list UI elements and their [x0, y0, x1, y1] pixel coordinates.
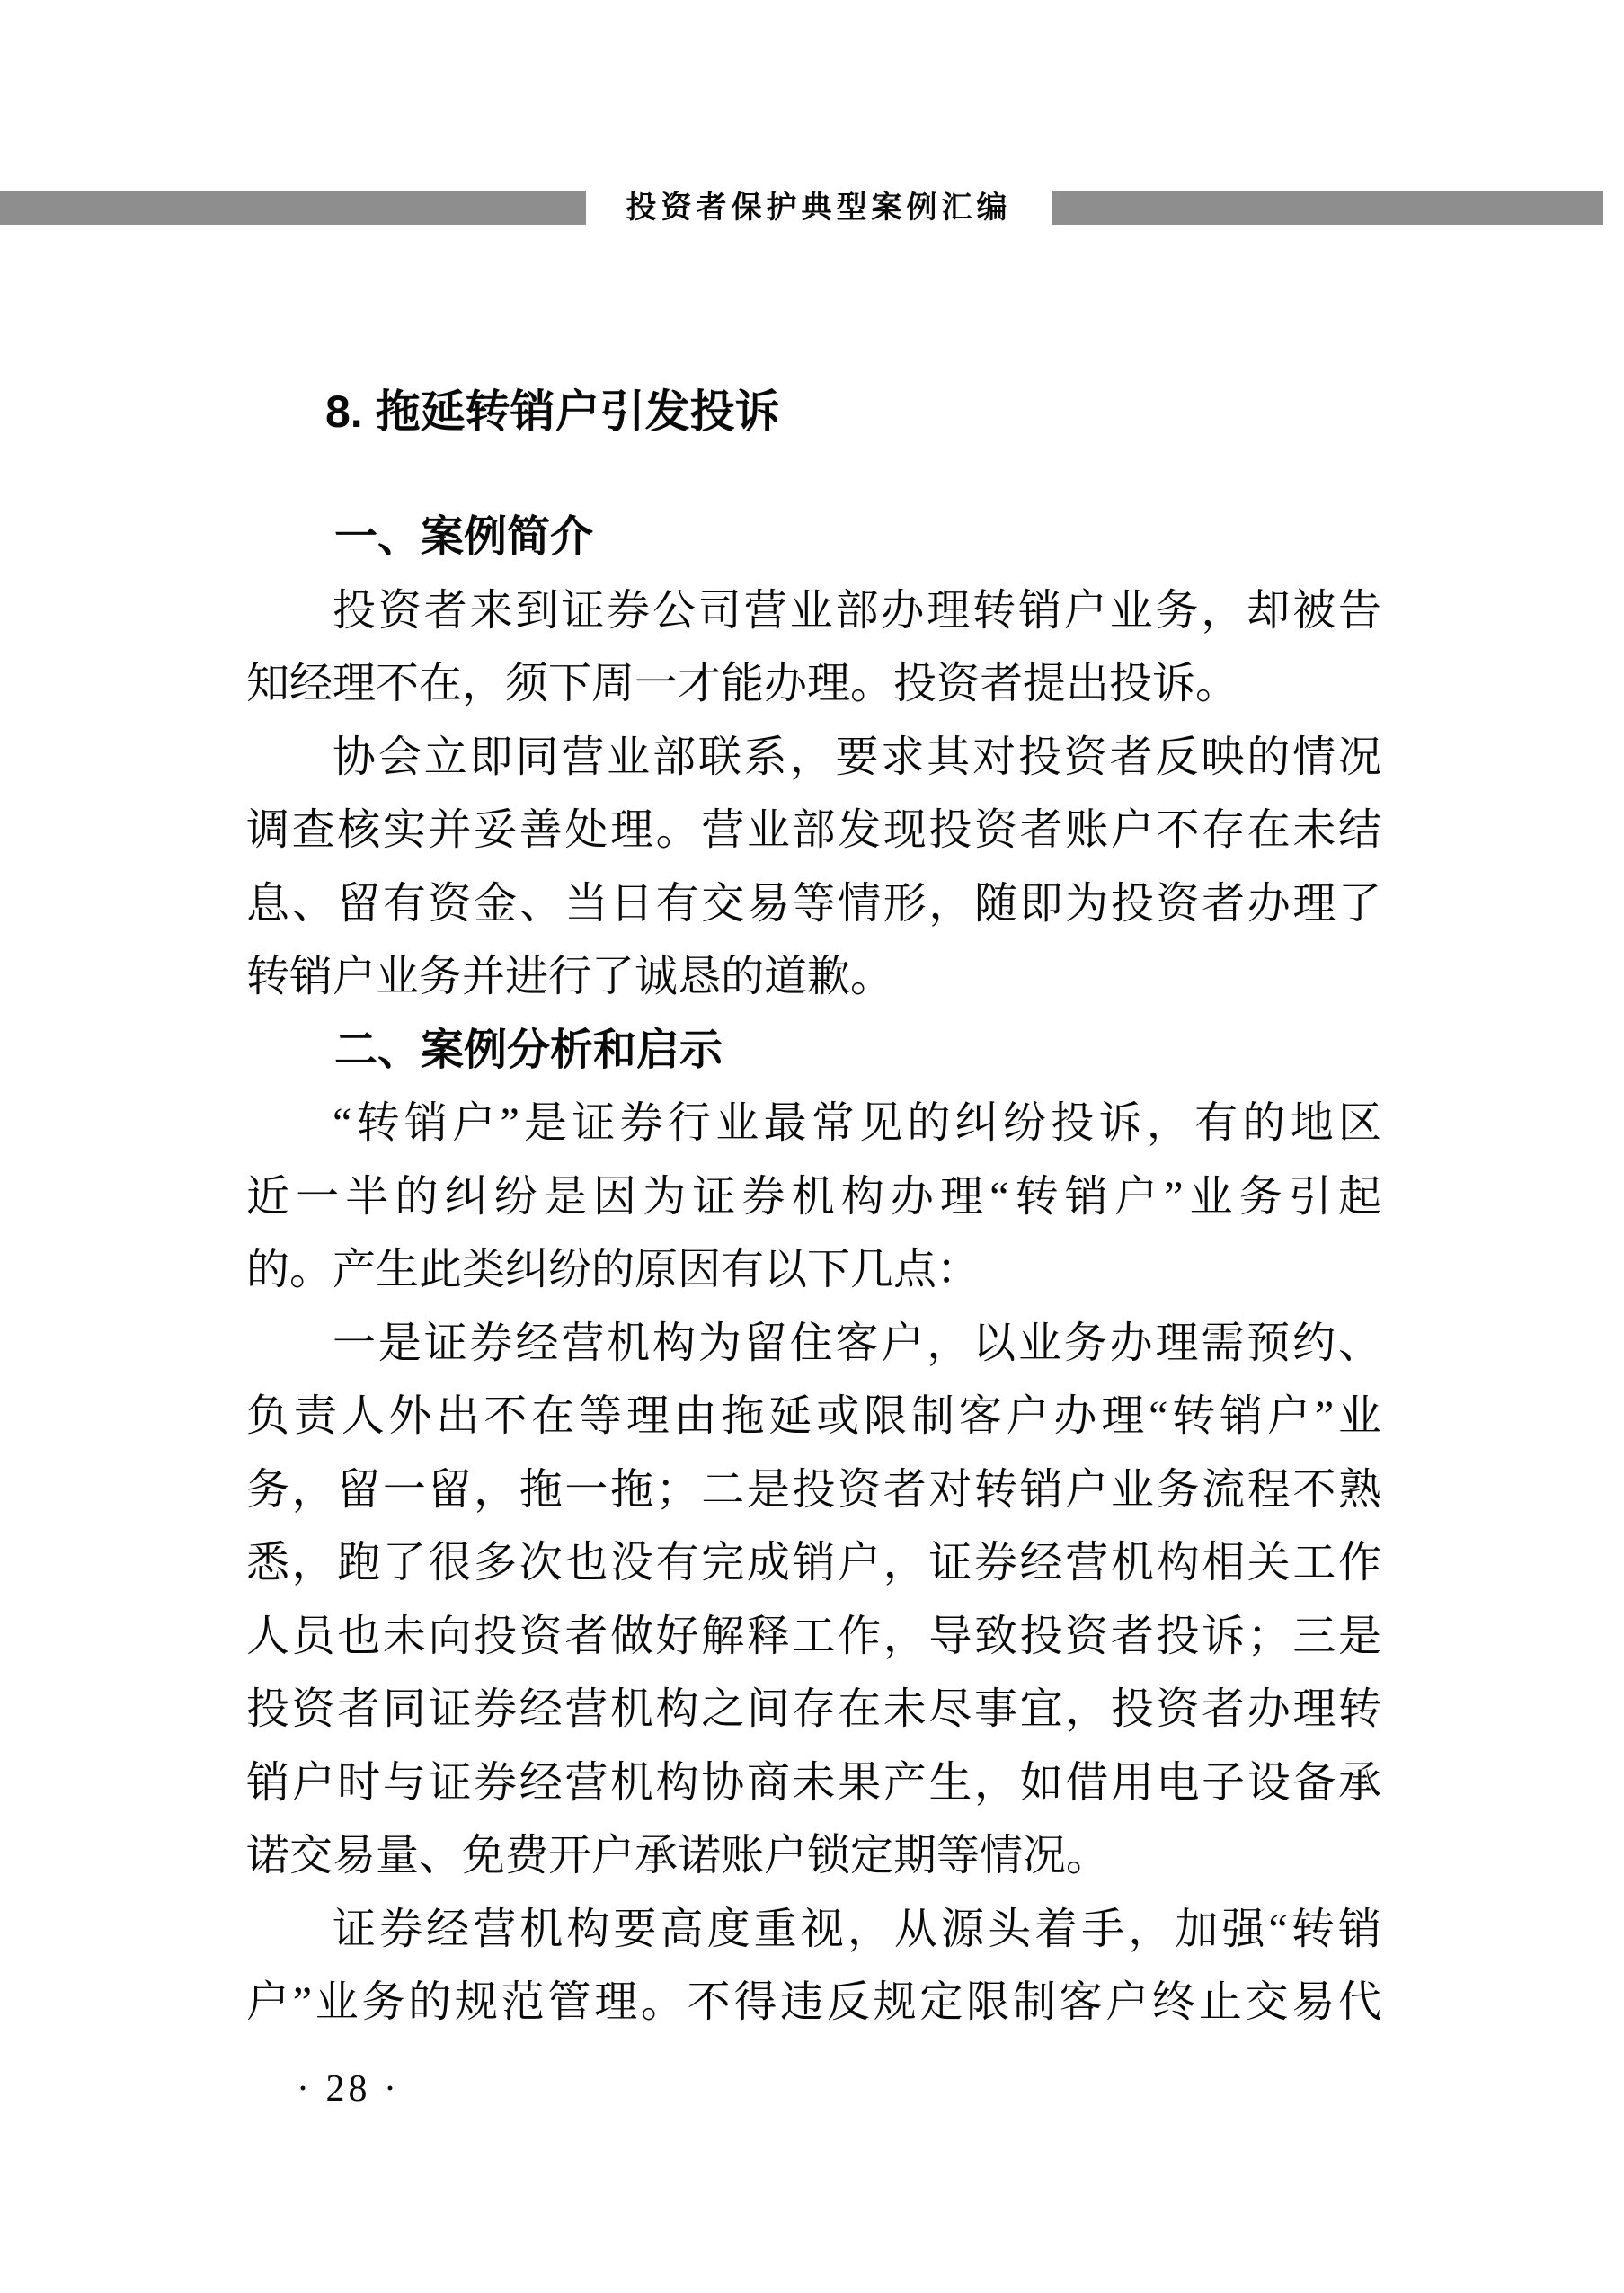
body-line: 知经理不在，须下周一才能办理。投资者提出投诉。 [246, 660, 1239, 707]
body-line: 负责人外出不在等理由拖延或限制客户办理“转销户”业 [246, 1392, 1381, 1440]
body-line: 销户时与证券经营机构协商未果产生，如借用电子设备承 [246, 1758, 1381, 1807]
article-body [246, 501, 1381, 2040]
body-line: 悉，跑了很多次也没有完成销户，证券经营机构相关工作 [246, 1539, 1381, 1586]
body-line: 投资者来到证券公司营业部办理转销户业务，却被告 [333, 586, 1381, 635]
body-line: 证券经营机构要高度重视，从源头着手，加强“转销 [333, 1905, 1381, 1953]
header-rule-right [1052, 191, 1603, 225]
body-line: 的。产生此类纠纷的原因有以下几点： [246, 1246, 981, 1293]
article-title: 8. 拖延转销户引发投诉 [325, 387, 780, 437]
body-line: 户”业务的规范管理。不得违反规定限制客户终止交易代 [246, 1978, 1381, 2026]
body-line: 一是证券经营机构为留住客户，以业务办理需预约、 [333, 1319, 1381, 1367]
body-line: 诺交易量、免费开户承诺账户锁定期等情况。 [246, 1832, 1110, 1880]
section-2-heading: 二、案例分析和启示 [334, 1026, 723, 1074]
page-number: · 28 · [297, 2068, 400, 2110]
body-line: 近一半的纠纷是因为证券机构办理“转销户”业务引起 [246, 1172, 1381, 1221]
running-header-title: 投资者保护典型案例汇编 [626, 191, 1012, 225]
body-line: 务，留一留，拖一拖；二是投资者对转销户业务流程不熟 [246, 1465, 1381, 1514]
body-line: 人员也未向投资者做好解释工作，导致投资者投诉；三是 [246, 1612, 1381, 1660]
body-line: 投资者同证券经营机构之间存在未尽事宜，投资者办理转 [246, 1685, 1381, 1733]
body-line: 调查核实并妥善处理。营业部发现投资者账户不存在未结 [246, 806, 1381, 854]
section-1-heading: 一、案例简介 [334, 513, 594, 561]
body-line: 转销户业务并进行了诚恳的道歉。 [246, 953, 894, 1000]
header-rule-left [0, 191, 586, 225]
body-line: “转销户”是证券行业最常见的纠纷投诉，有的地区 [333, 1099, 1381, 1147]
body-line: 息、留有资金、当日有交易等情形，随即为投资者办理了 [246, 879, 1381, 928]
body-line: 协会立即同营业部联系，要求其对投资者反映的情况 [333, 733, 1381, 781]
